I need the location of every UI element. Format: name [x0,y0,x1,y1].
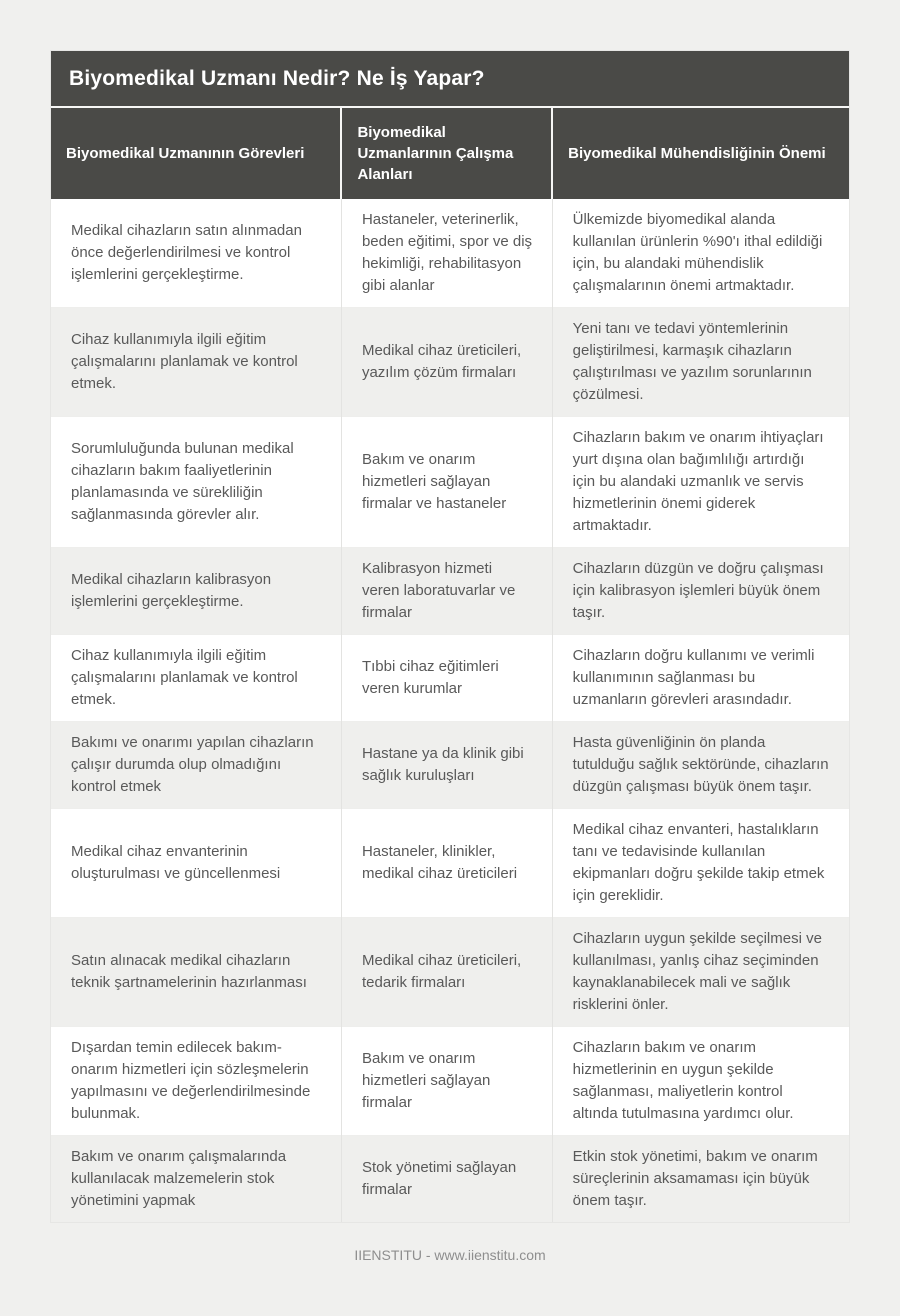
page-title: Biyomedikal Uzmanı Nedir? Ne İş Yapar? [51,51,849,108]
table-cell: Hastane ya da klinik gibi sağlık kuruluşları [341,722,552,809]
table-cell: Ülkemizde biyomedikal alanda kullanılan ürünlerin %90'ı ithal edildiği için, bu alandaki mühendislik çalışmalarının önemi artmaktadır. [552,199,849,308]
table-cell: Kalibrasyon hizmeti veren laboratuvarlar ve firmalar [341,548,552,635]
table-cell: Hastaneler, veterinerlik, beden eğitimi, spor ve diş hekimliği, rehabilitasyon gibi alanlar [341,199,552,308]
table-row [51,548,849,635]
table-cell: Cihazların bakım ve onarım ihtiyaçları yurt dışına olan bağımlılığı artırdığı için bu alandaki uzmanlık ve servis hizmetlerinin önemi giderek artmaktadır. [552,417,849,548]
table-row [51,308,849,417]
table-cell: Cihaz kullanımıyla ilgili eğitim çalışmalarını planlamak ve kontrol etmek. [51,308,341,417]
table-body [51,199,849,1222]
table-cell: Medikal cihaz envanterinin oluşturulması ve güncellenmesi [51,809,341,918]
table-cell: Bakım ve onarım çalışmalarında kullanılacak malzemelerin stok yönetimini yapmak [51,1136,341,1223]
table-cell: Medikal cihaz üreticileri, tedarik firmaları [341,918,552,1027]
table-cell: Medikal cihazların satın alınmadan önce değerlendirilmesi ve kontrol işlemlerini gerçekleştirme. [51,199,341,308]
table-row [51,918,849,1027]
info-table-card [50,50,850,1223]
table-row [51,417,849,548]
table-cell: Satın alınacak medikal cihazların teknik şartnamelerinin hazırlanması [51,918,341,1027]
table-row [51,722,849,809]
column-header-onemi: Biyomedikal Mühendisliğinin Önemi [552,108,849,199]
table-cell: Cihazların doğru kullanımı ve verimli kullanımının sağlanması bu uzmanların görevleri arasındadır. [552,635,849,722]
table-cell: Hastaneler, klinikler, medikal cihaz üreticileri [341,809,552,918]
table-cell: Medikal cihazların kalibrasyon işlemlerini gerçekleştirme. [51,548,341,635]
table-cell: Dışardan temin edilecek bakım-onarım hizmetleri için sözleşmelerin yapılmasını ve değerlendirilmesinde bulunmak. [51,1027,341,1136]
table-cell: Bakımı ve onarımı yapılan cihazların çalışır durumda olup olmadığını kontrol etmek [51,722,341,809]
table-cell: Cihaz kullanımıyla ilgili eğitim çalışmalarını planlamak ve kontrol etmek. [51,635,341,722]
column-header-calisma-alanlari: Biyomedikal Uzmanlarının Çalışma Alanları [341,108,552,199]
table-row [51,635,849,722]
table-cell: Stok yönetimi sağlayan firmalar [341,1136,552,1223]
table-cell: Bakım ve onarım hizmetleri sağlayan firmalar [341,1027,552,1136]
table-row [51,1027,849,1136]
table-cell: Medikal cihaz envanteri, hastalıkların tanı ve tedavisinde kullanılan ekipmanları doğru şekilde takip etmek için gereklidir. [552,809,849,918]
table-cell: Medikal cihaz üreticileri, yazılım çözüm firmaları [341,308,552,417]
info-table [51,108,849,1222]
table-cell: Cihazların bakım ve onarım hizmetlerinin en uygun şekilde sağlanması, maliyetlerin kontrol altında tutulmasına yardımcı olur. [552,1027,849,1136]
table-cell: Hasta güvenliğinin ön planda tutulduğu sağlık sektöründe, cihazların düzgün çalışması büyük önem taşır. [552,722,849,809]
table-cell: Cihazların uygun şekilde seçilmesi ve kullanılması, yanlış cihaz seçiminden kaynaklanabilecek mali ve sağlık risklerini önler. [552,918,849,1027]
table-cell: Bakım ve onarım hizmetleri sağlayan firmalar ve hastaneler [341,417,552,548]
table-row [51,809,849,918]
table-row [51,199,849,308]
table-cell: Sorumluluğunda bulunan medikal cihazların bakım faaliyetlerinin planlamasında ve sürekliliğin sağlanmasında görevler alır. [51,417,341,548]
table-header-row [51,108,849,199]
table-cell: Yeni tanı ve tedavi yöntemlerinin geliştirilmesi, karmaşık cihazların çalıştırılması ve yazılım sorunlarının çözülmesi. [552,308,849,417]
table-cell: Etkin stok yönetimi, bakım ve onarım süreçlerinin aksamaması için büyük önem taşır. [552,1136,849,1223]
column-header-gorevleri: Biyomedikal Uzmanının Görevleri [51,108,341,199]
table-cell: Tıbbi cihaz eğitimleri veren kurumlar [341,635,552,722]
table-cell: Cihazların düzgün ve doğru çalışması için kalibrasyon işlemleri büyük önem taşır. [552,548,849,635]
table-row [51,1136,849,1223]
footer-credit: IIENSTITU - www.iienstitu.com [354,1247,546,1263]
